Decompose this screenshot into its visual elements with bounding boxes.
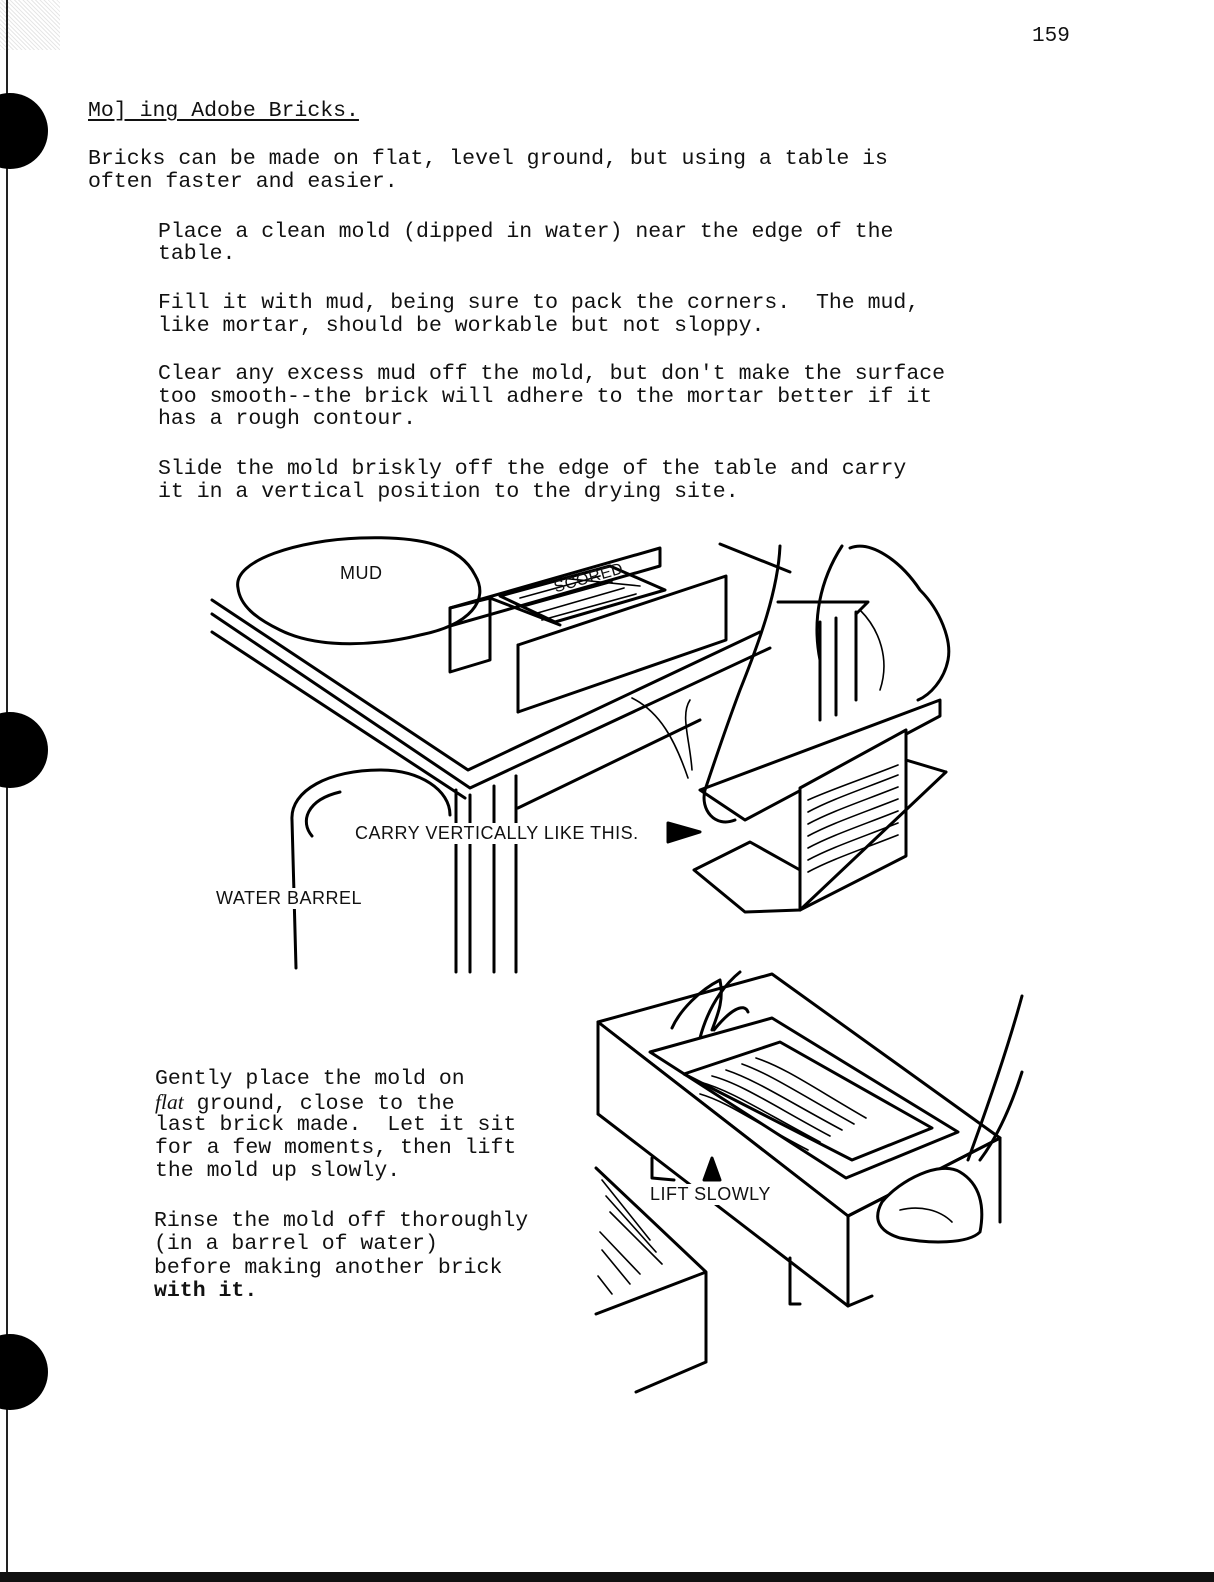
place-line-1: Gently place the mold on: [155, 1067, 465, 1091]
step-3-line-3: has a rough contour.: [158, 407, 417, 431]
rinse-line-2: (in a barrel of water): [154, 1232, 438, 1256]
vertical-mold-bottom: [694, 842, 800, 912]
step-3-line-1: Clear any excess mud off the mold, but don't make the surface: [158, 362, 946, 386]
rinse-line-4: with it.: [154, 1279, 258, 1303]
rinse-line-3: before making another brick: [154, 1256, 503, 1280]
place-line-2-rest: ground, close to the: [183, 1092, 455, 1116]
step-4-line-1: Slide the mold briskly off the edge of the table and carry: [158, 457, 907, 481]
label-mud: MUD: [340, 563, 383, 583]
intro-line-1: Bricks can be made on flat, level ground, but using a table is: [88, 147, 888, 171]
table-side: [212, 632, 465, 798]
page-heading: Mo] ing Adobe Bricks.: [88, 99, 359, 123]
label-scored: SCORED: [552, 560, 626, 597]
mold-left-wall: [450, 598, 490, 672]
figure-lift-mold: [596, 972, 1022, 1392]
step-2-line-1: Fill it with mud, being sure to pack the corners. The mud,: [158, 291, 920, 315]
step-3-line-2: too smooth--the brick will adhere to the mortar better if it: [158, 385, 933, 409]
place-line-3: last brick made. Let it sit: [155, 1113, 517, 1137]
step-2-line-2: like mortar, should be workable but not sloppy.: [158, 314, 765, 338]
place-line-5: the mold up slowly.: [155, 1159, 401, 1183]
right-arm: [850, 546, 949, 700]
mud-pile: [238, 538, 480, 644]
page-number: 159: [1032, 25, 1070, 48]
step-1-line-1: Place a clean mold (dipped in water) near the edge of the: [158, 220, 894, 244]
label-water-barrel: WATER BARREL: [216, 888, 363, 908]
label-carry-vertically: CARRY VERTICALLY LIKE THIS.: [355, 823, 639, 843]
intro-line-2: often faster and easier.: [88, 170, 398, 194]
step-1-line-2: table.: [158, 242, 236, 266]
emphasis-flat: flat: [155, 1090, 184, 1114]
place-line-4: for a few moments, then lift: [155, 1136, 517, 1160]
step-4-line-2: it in a vertical position to the drying site.: [158, 480, 739, 504]
water-barrel-rim: [292, 770, 450, 820]
lift-hand-back: [672, 980, 748, 1030]
rinse-line-1: Rinse the mold off thoroughly: [154, 1209, 529, 1233]
lift-hand-front: [878, 1168, 982, 1242]
label-lift-slowly: LIFT SLOWLY: [650, 1184, 771, 1204]
